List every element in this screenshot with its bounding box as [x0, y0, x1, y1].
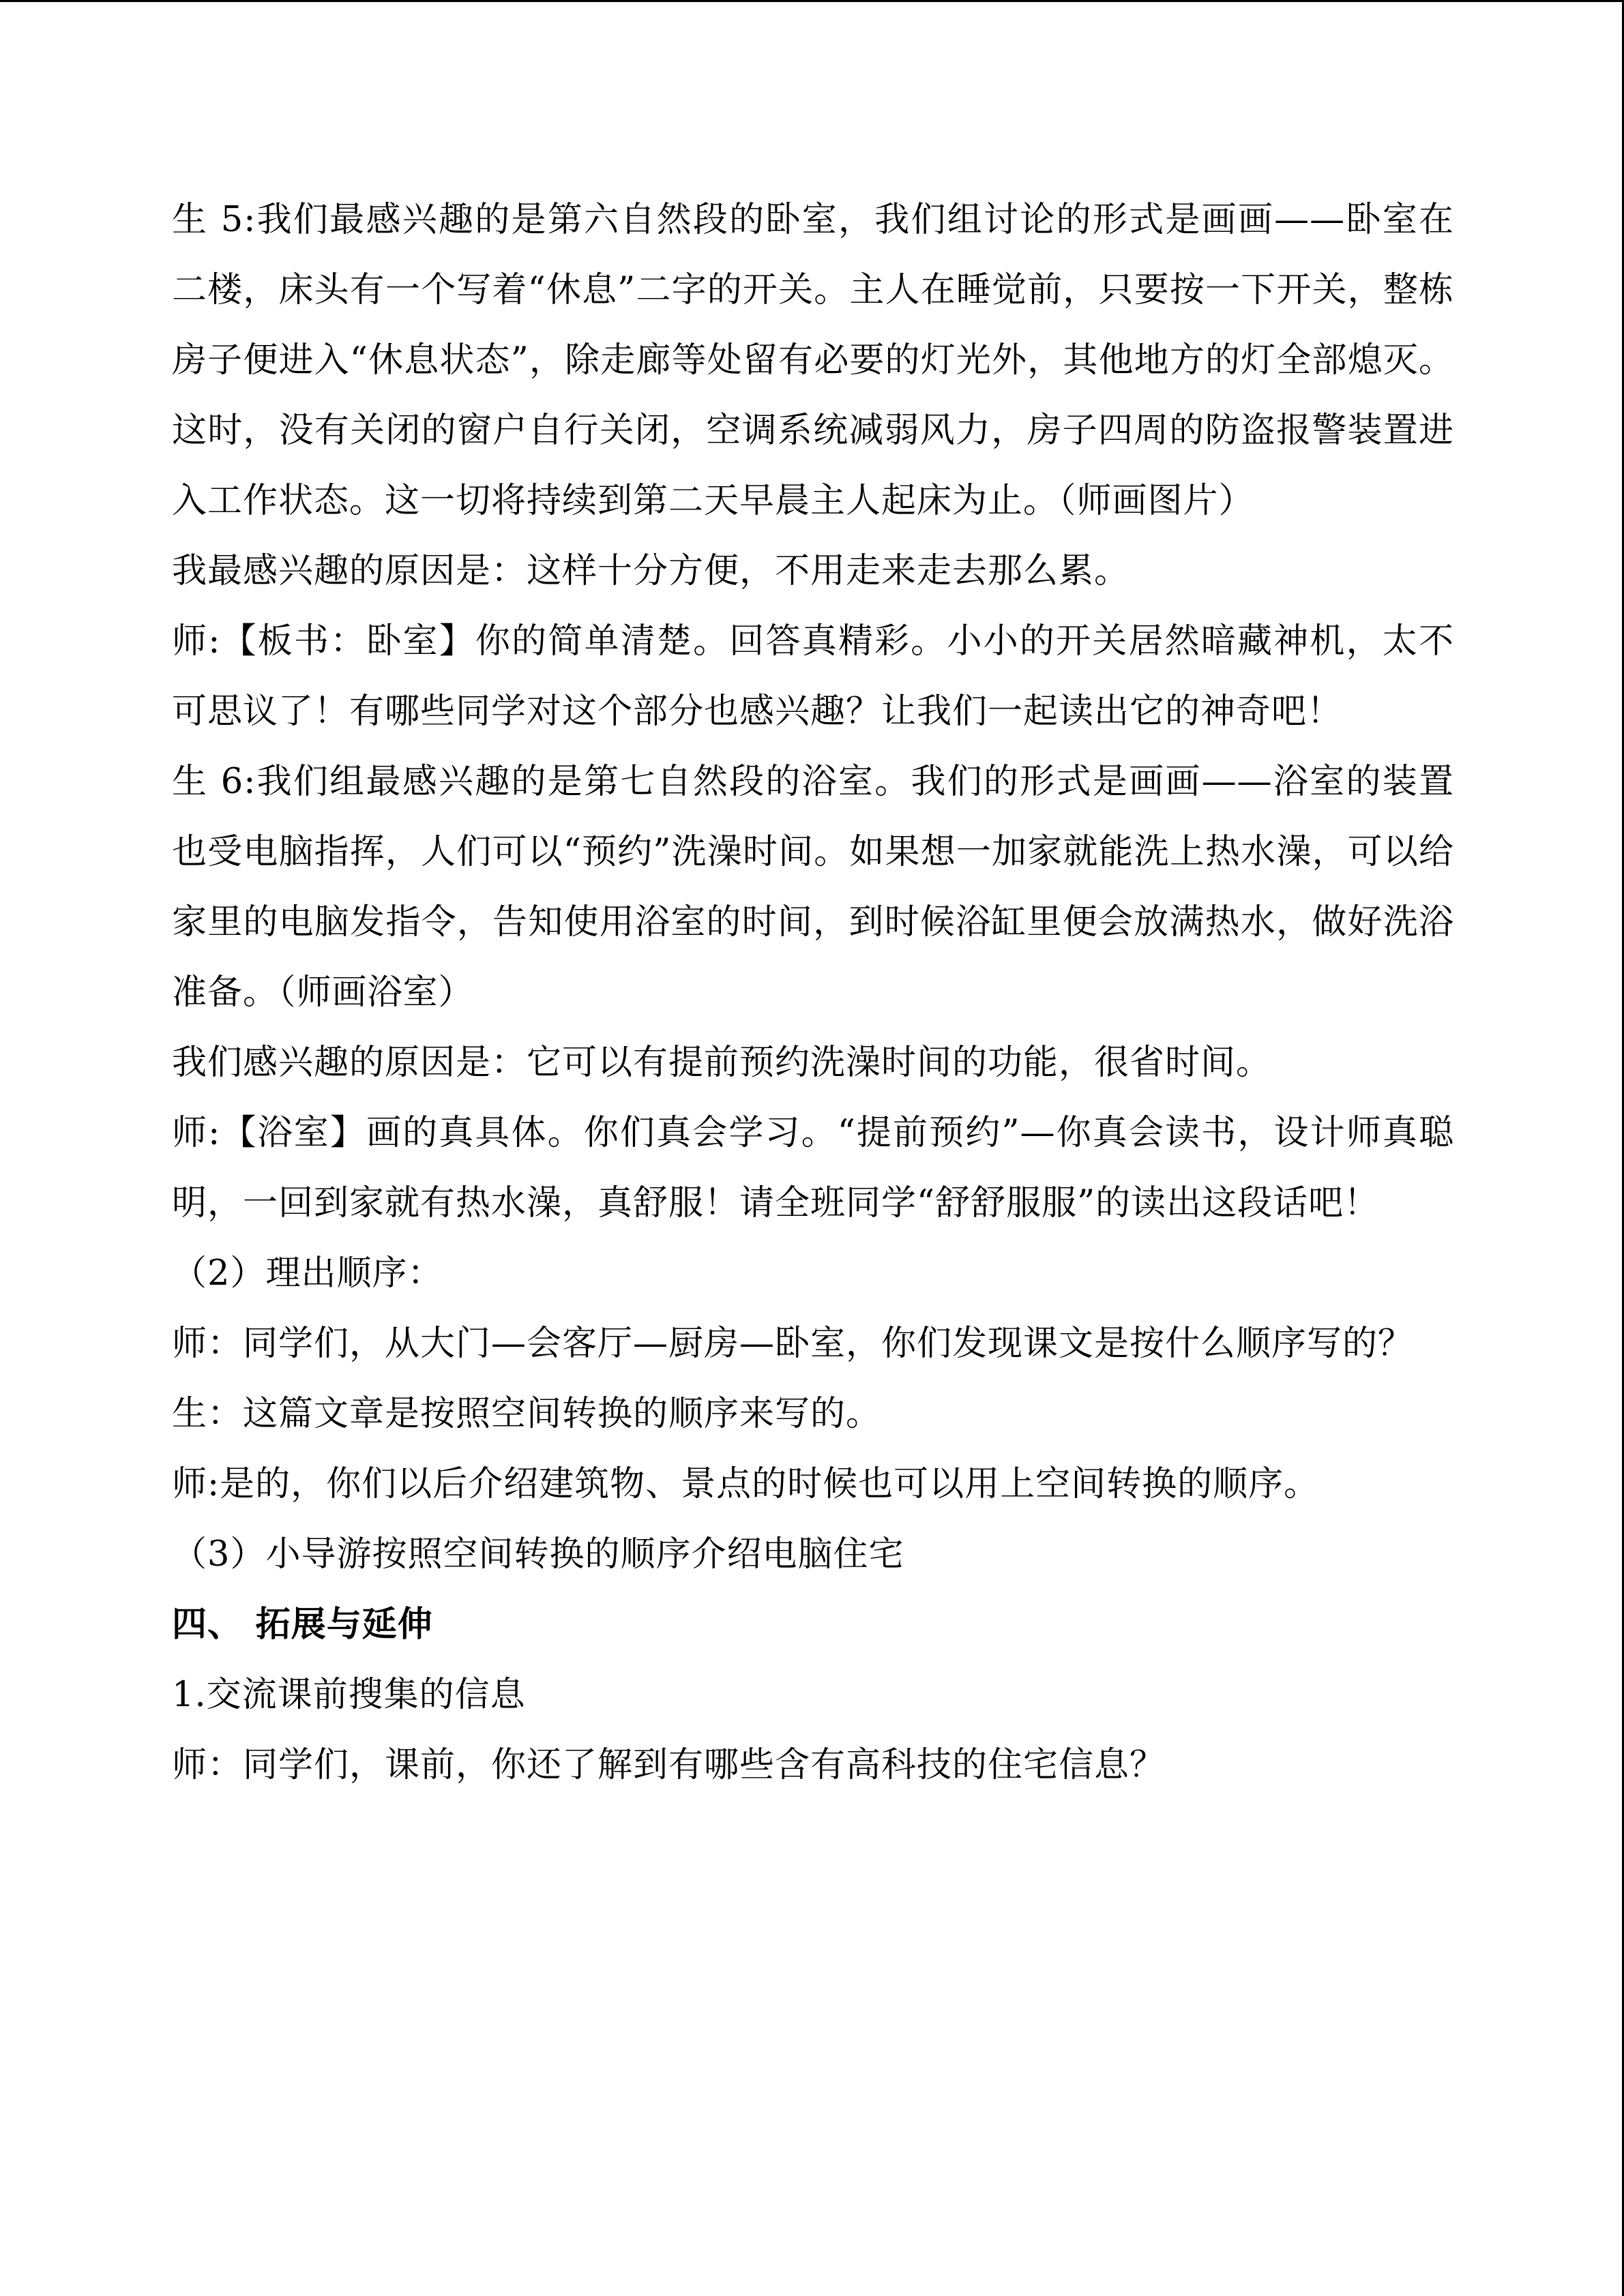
paragraph-teacher-question: 师：同学们，课前，你还了解到有哪些含有高科技的住宅信息？ [172, 1745, 1166, 1785]
paragraph-teacher-bedroom: 师:【板书：卧室】你的简单清楚。回答真精彩。小小的开关居然暗藏神机，太不可思议了！有哪些同学对这个部分也感兴趣？让我们一起读出它的神奇吧！ [172, 621, 1454, 732]
paragraph-reason-bedroom: 我最感兴趣的原因是：这样十分方便，不用走来走去那么累。 [172, 551, 1130, 591]
paragraph-tour-guide: （3）小导游按照空间转换的顺序介绍电脑住宅 [172, 1534, 904, 1575]
paragraph-reason-bathroom: 我们感兴趣的原因是：它可以有提前预约洗澡时间的功能，很省时间。 [172, 1043, 1272, 1083]
paragraph-teacher-order: 师：同学们，从大门—会客厅—厨房—卧室，你们发现课文是按什么顺序写的？ [172, 1324, 1414, 1364]
document-body [172, 185, 1454, 1800]
paragraph-exchange-info: 1.交流课前搜集的信息 [172, 1675, 526, 1715]
paragraph-order-heading: （2）理出顺序： [172, 1253, 443, 1294]
paragraph-teacher-summary: 师:是的，你们以后介绍建筑物、景点的时候也可以用上空间转换的顺序。 [172, 1464, 1320, 1504]
paragraph-student5: 生 5:我们最感兴趣的是第六自然段的卧室，我们组讨论的形式是画画——卧室在二楼，床头有一个写着“休息”二字的开关。主人在睡觉前，只要按一下开关，整栋房子便进入“休息状态”，除走廊等处留有必要的灯光外，其他地方的灯全部熄灭。这时，没有关闭的窗户自行关闭，空调系统减弱风力，房子四周的防盗报警装置进入工作状态。这一切将持续到第二天早晨主人起床为止。（师画图片） [172, 200, 1454, 521]
paragraph-teacher-bathroom: 师:【浴室】画的真具体。你们真会学习。“提前预约”—你真会读书，设计师真聪明，一回到家就有热水澡，真舒服！请全班同学“舒舒服服”的读出这段话吧！ [172, 1113, 1454, 1223]
paragraph-student6: 生 6:我们组最感兴趣的是第七自然段的浴室。我们的形式是画画——浴室的装置也受电脑指挥，人们可以“预约”洗澡时间。如果想一加家就能洗上热水澡，可以给家里的电脑发指令，告知使用浴室的时间，到时候浴缸里便会放满热水，做好洗浴准备。（师画浴室） [172, 762, 1454, 1013]
section-heading-extension: 四、 拓展与延伸 [172, 1605, 433, 1645]
paragraph-student-order: 生：这篇文章是按照空间转换的顺序来写的。 [172, 1394, 882, 1434]
